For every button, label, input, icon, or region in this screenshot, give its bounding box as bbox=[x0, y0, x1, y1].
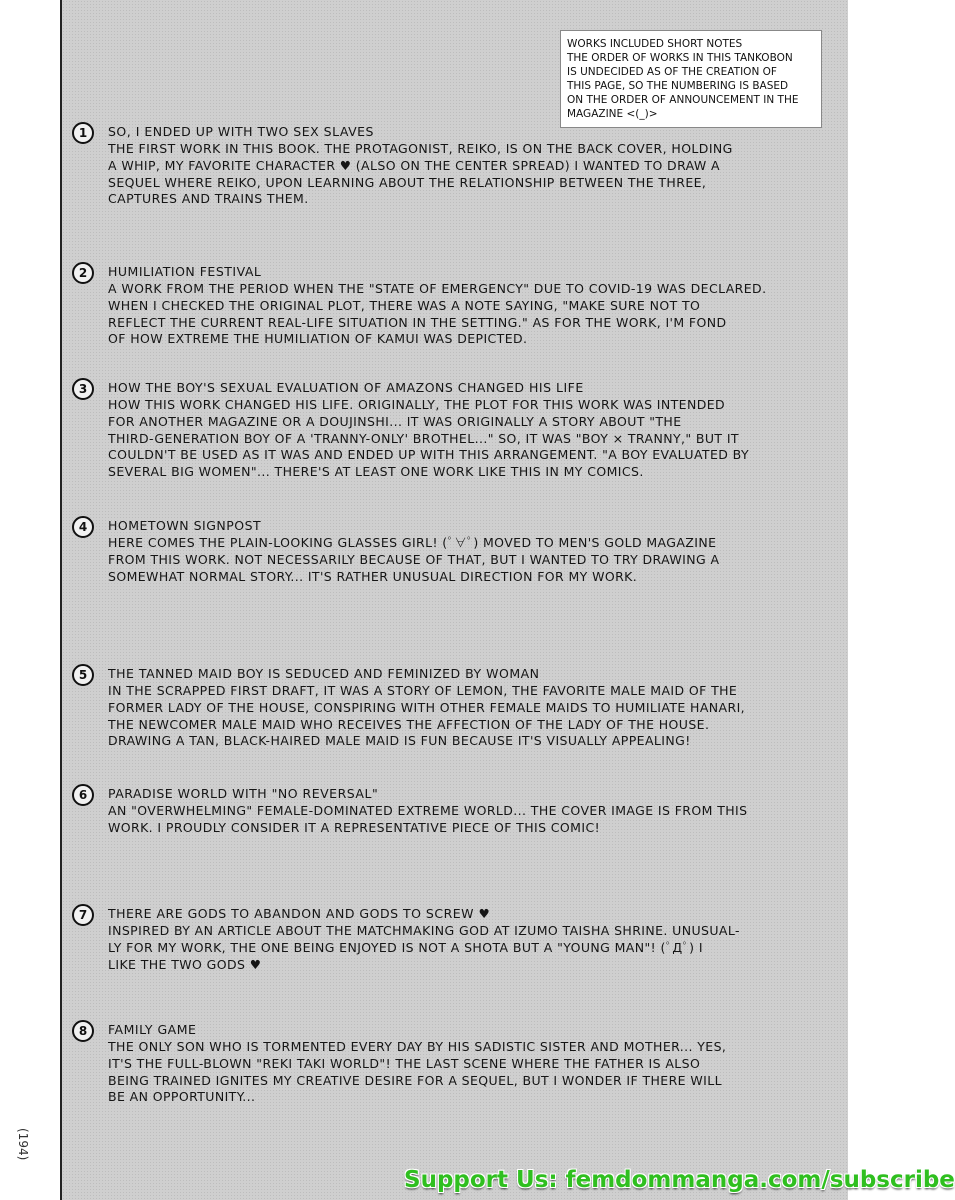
entry-body-line: REFLECT THE CURRENT REAL-LIFE SITUATION IN THE SETTING." AS FOR THE WORK, I'M FOND bbox=[108, 314, 727, 330]
entry-body-line: A WHIP, MY FAVORITE CHARACTER ♥ (ALSO ON THE CENTER SPREAD) I WANTED TO DRAW A bbox=[108, 157, 721, 173]
notes-line: WORKS INCLUDED SHORT NOTES bbox=[567, 38, 743, 50]
entry-title: HOMETOWN SIGNPOST bbox=[108, 518, 262, 533]
entry-body-line: BEING TRAINED IGNITES MY CREATIVE DESIRE FOR A SEQUEL, BUT I WONDER IF THERE WILL bbox=[108, 1072, 722, 1088]
notes-line: MAGAZINE <(_)> bbox=[567, 108, 658, 120]
entry-body-line: OF HOW EXTREME THE HUMILIATION OF KAMUI WAS DEPICTED. bbox=[108, 331, 528, 347]
entry-number-badge: 4 bbox=[72, 516, 94, 538]
entry-body bbox=[108, 397, 812, 481]
page-number: (194) bbox=[16, 1128, 30, 1161]
entry-body-line: DRAWING A TAN, BLACK-HAIRED MALE MAID IS FUN BECAUSE IT'S VISUALLY APPEALING! bbox=[108, 733, 691, 749]
entry-body-line: SOMEWHAT NORMAL STORY... IT'S RATHER UNUSUAL DIRECTION FOR MY WORK. bbox=[108, 568, 638, 584]
entry-title: FAMILY GAME bbox=[108, 1022, 197, 1037]
notes-box bbox=[560, 30, 822, 128]
entry-body bbox=[108, 1039, 812, 1106]
watermark-link[interactable]: Support Us: femdommanga.com/subscribe bbox=[404, 1167, 955, 1193]
entry-body-line: INSPIRED BY AN ARTICLE ABOUT THE MATCHMAKING GOD AT IZUMO TAISHA SHRINE. UNUSUAL- bbox=[108, 923, 740, 938]
notes-line: THE ORDER OF WORKS IN THIS TANKOBON bbox=[567, 52, 793, 64]
entry-title: THERE ARE GODS TO ABANDON AND GODS TO SCREW ♥ bbox=[108, 906, 491, 921]
entry-body-line: THE FIRST WORK IN THIS BOOK. THE PROTAGONIST, REIKO, IS ON THE BACK COVER, HOLDING bbox=[108, 141, 733, 156]
entry-body-line: THE NEWCOMER MALE MAID WHO RECEIVES THE AFFECTION OF THE LADY OF THE HOUSE. bbox=[108, 716, 710, 732]
entry-number-badge: 3 bbox=[72, 378, 94, 400]
entry-body-line: AN "OVERWHELMING" FEMALE-DOMINATED EXTREME WORLD... THE COVER IMAGE IS FROM THIS bbox=[108, 803, 748, 818]
notes-line: IS UNDECIDED AS OF THE CREATION OF bbox=[567, 66, 777, 78]
entry-number-badge: 2 bbox=[72, 262, 94, 284]
entry-body-line: IN THE SCRAPPED FIRST DRAFT, IT WAS A STORY OF LEMON, THE FAVORITE MALE MAID OF THE bbox=[108, 683, 738, 698]
entry-body-line: SEQUEL WHERE REIKO, UPON LEARNING ABOUT THE RELATIONSHIP BETWEEN THE THREE, bbox=[108, 174, 707, 190]
entry-number-badge: 1 bbox=[72, 122, 94, 144]
entry-title: HUMILIATION FESTIVAL bbox=[108, 264, 262, 279]
entry-title: HOW THE BOY'S SEXUAL EVALUATION OF AMAZONS CHANGED HIS LIFE bbox=[108, 380, 584, 395]
entry-title: SO, I ENDED UP WITH TWO SEX SLAVES bbox=[108, 124, 374, 139]
entry-body-line: BE AN OPPORTUNITY... bbox=[108, 1089, 256, 1105]
entry-body bbox=[108, 683, 812, 750]
entry-body-line: CAPTURES AND TRAINS THEM. bbox=[108, 191, 309, 207]
entry-title: PARADISE WORLD WITH "NO REVERSAL" bbox=[108, 786, 379, 801]
entry-body-line: FOR ANOTHER MAGAZINE OR A DOUJINSHI... IT WAS ORIGINALLY A STORY ABOUT "THE bbox=[108, 413, 682, 429]
entry-body bbox=[108, 923, 812, 973]
notes-line: ON THE ORDER OF ANNOUNCEMENT IN THE bbox=[567, 94, 799, 106]
notes-line: THIS PAGE, SO THE NUMBERING IS BASED bbox=[567, 80, 789, 92]
entry-body-line: WHEN I CHECKED THE ORIGINAL PLOT, THERE WAS A NOTE SAYING, "MAKE SURE NOT TO bbox=[108, 297, 701, 313]
entry-title: THE TANNED MAID BOY IS SEDUCED AND FEMINIZED BY WOMAN bbox=[108, 666, 540, 681]
entry-body-line: SEVERAL BIG WOMEN"... THERE'S AT LEAST ONE WORK LIKE THIS IN MY COMICS. bbox=[108, 464, 644, 480]
entry-body bbox=[108, 141, 812, 208]
entry-body-line: LIKE THE TWO GODS ♥ bbox=[108, 956, 262, 972]
entry-body-line: COULDN'T BE USED AS IT WAS AND ENDED UP WITH THIS ARRANGEMENT. "A BOY EVALUATED BY bbox=[108, 447, 749, 463]
entry-body-line: HERE COMES THE PLAIN-LOOKING GLASSES GIRL! (ﾟ∀ﾟ) MOVED TO MEN'S GOLD MAGAZINE bbox=[108, 535, 717, 550]
entry-body-line: THE ONLY SON WHO IS TORMENTED EVERY DAY BY HIS SADISTIC SISTER AND MOTHER... YES, bbox=[108, 1039, 727, 1054]
entry-body-line: FORMER LADY OF THE HOUSE, CONSPIRING WITH OTHER FEMALE MAIDS TO HUMILIATE HANARI, bbox=[108, 699, 746, 715]
entry-body-line: IT'S THE FULL-BLOWN "REKI TAKI WORLD"! THE LAST SCENE WHERE THE FATHER IS ALSO bbox=[108, 1055, 701, 1071]
entry-number-badge: 6 bbox=[72, 784, 94, 806]
entry-body-line: LY FOR MY WORK, THE ONE BEING ENJOYED IS NOT A SHOTA BUT A "YOUNG MAN"! (ﾟДﾟ) I bbox=[108, 939, 703, 955]
entry-number-badge: 7 bbox=[72, 904, 94, 926]
entry-body-line: HOW THIS WORK CHANGED HIS LIFE. ORIGINALLY, THE PLOT FOR THIS WORK WAS INTENDED bbox=[108, 397, 726, 412]
entry-number-badge: 8 bbox=[72, 1020, 94, 1042]
entry-body bbox=[108, 803, 812, 837]
entry-body bbox=[108, 535, 812, 585]
entry-body-line: WORK. I PROUDLY CONSIDER IT A REPRESENTATIVE PIECE OF THIS COMIC! bbox=[108, 819, 600, 835]
entry-body-line: THIRD-GENERATION BOY OF A 'TRANNY-ONLY' BROTHEL..." SO, IT WAS "BOY × TRANNY," BUT IT bbox=[108, 430, 739, 446]
entry-body-line: FROM THIS WORK. NOT NECESSARILY BECAUSE OF THAT, BUT I WANTED TO TRY DRAWING A bbox=[108, 551, 720, 567]
entry-number-badge: 5 bbox=[72, 664, 94, 686]
entry-body-line: A WORK FROM THE PERIOD WHEN THE "STATE OF EMERGENCY" DUE TO COVID-19 WAS DECLARED. bbox=[108, 281, 767, 296]
entry-body bbox=[108, 281, 812, 348]
